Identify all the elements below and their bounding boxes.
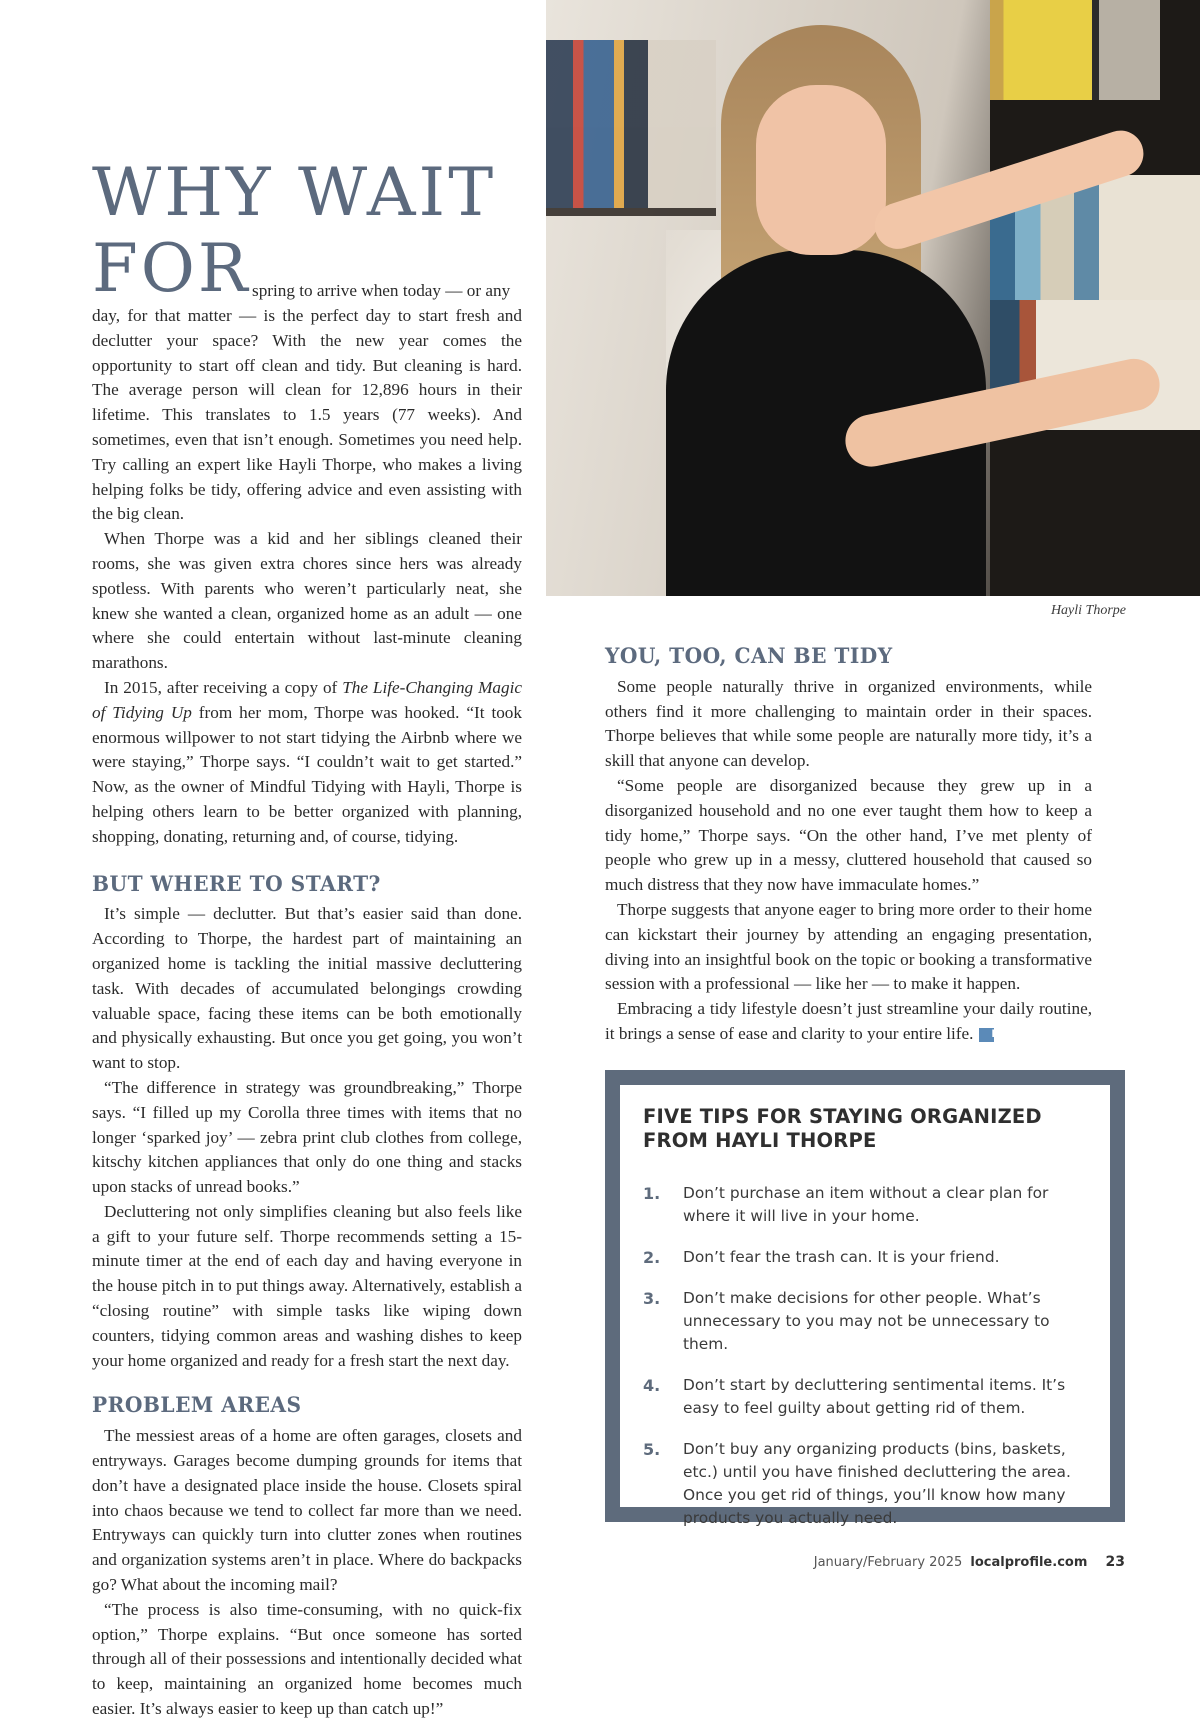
tips-list	[643, 1182, 1093, 1548]
end-mark-icon: lp	[979, 1028, 994, 1042]
problem-paragraph-1: The messiest areas of a home are often garages, closets and entryways. Garages become dumping grounds for items that don’t have a designated place inside the house. Closets spiral into chaos because we tend to collect far more than we need. Entryways can quickly turn into clutter zones when routines and organization systems aren’t in place. Where do backpacks go? What about the incoming mail?	[92, 1426, 522, 1595]
tips-title: FIVE TIPS FOR STAYING ORGANIZED FROM HAYLI THORPE	[643, 1105, 1042, 1152]
tip-item: 4. Don’t start by decluttering sentimental items. It’s easy to feel guilty about getting rid of them.	[643, 1376, 1066, 1417]
problem-paragraph-2: “The process is also time-consuming, with no quick-fix option,” Thorpe explains. “But once someone has sorted through all of their possessions and intentionally decided what to keep, maintaining an organized home becomes much easier. It’s always easier to keep up than catch up!”	[92, 1599, 522, 1719]
subheading-you-too-can-be-tidy: YOU, TOO, CAN BE TIDY	[605, 643, 893, 668]
intro-paragraph: day, for that matter — is the perfect day to start fresh and declutter your space? With the new year comes the opportunity to start off clean and tidy. But cleaning is hard. The average person will clean for 12,896 hours in their lifetime. This translates to 1.5 years (77 weeks). And sometimes, even that isn’t enough. Sometimes you need help. Try calling an expert like Hayli Thorpe, who makes a living helping folks be tidy, offering advice and even assisting with the big clean.	[92, 306, 522, 524]
start-paragraph-2: “The difference in strategy was groundbreaking,” Thorpe says. “I filled up my Corolla three times with items that no longer ‘sparked joy’ — zebra print club clothes from college, kitschy kitchen appliances that only do one thing and stacks upon stacks of unread books.”	[92, 1077, 522, 1197]
subheading-where-to-start: BUT WHERE TO START?	[92, 870, 381, 896]
tip-item: 1. Don’t purchase an item without a clear plan for where it will live in your home.	[643, 1184, 1049, 1225]
tip-item: 5. Don’t buy any organizing products (bins, baskets, etc.) until you have finished decluttering the area. Once you get rid of things, you’ll know how many products you actually need.	[643, 1440, 1071, 1527]
right-column	[605, 644, 1092, 1047]
headline-line-2: FOR	[92, 230, 251, 307]
left-column	[92, 304, 522, 1722]
start-paragraph-1: It’s simple — declutter. But that’s easier said than done. According to Thorpe, the hardest part of maintaining an organized home is tackling the initial massive decluttering task. With decades of accumulated belongings crowding valuable space, facing these items can be both emotionally and physically exhausting. But once you get going, you won’t want to stop.	[92, 904, 522, 1073]
book-title: The Life-Changing Magic of Tidying Up	[92, 677, 522, 722]
tidy-paragraph-4: Embracing a tidy lifestyle doesn’t just streamline your daily routine, it brings a sense of ease and clarity to your entire life. lp	[605, 999, 1092, 1043]
intro-lead-text: spring to arrive when today — or any	[252, 281, 511, 300]
photo-caption: Hayli Thorpe	[1050, 603, 1126, 618]
tidy-paragraph-1: Some people naturally thrive in organized environments, while others find it more challenging to maintain order in their spaces. Thorpe believes that while some people are naturally more tidy, it’s a skill that anyone can develop.	[605, 676, 1092, 771]
intro-paragraph-2: When Thorpe was a kid and her siblings cleaned their rooms, she was given extra chores since hers was already spotless. With parents who weren’t particularly neat, she knew she wanted a clean, organized home as an adult — one where she could entertain without last-minute cleaning marathons.	[92, 529, 522, 673]
site-link[interactable]: localprofile.com	[970, 1555, 1088, 1570]
page-footer	[814, 1554, 1125, 1570]
hayli-thorpe-photo	[546, 0, 1200, 596]
headline-line-1: WHY WAIT	[92, 154, 497, 231]
page-number: 23	[1105, 1554, 1125, 1570]
issue-date: January/February 2025	[813, 1555, 963, 1570]
tip-item: 2. Don’t fear the trash can. It is your friend.	[643, 1248, 1000, 1267]
start-paragraph-3: Decluttering not only simplifies cleaning but also feels like a gift to your future self. Thorpe recommends setting a 15-minute timer at the end of each day and having everyone in the house pitch in to put things away. Alternatively, establish a “closing routine” with simple tasks like wiping down counters, tidying common areas and washing dishes to keep your home organized and ready for a fresh start the next day.	[92, 1201, 522, 1370]
tidy-paragraph-2: “Some people are disorganized because they grew up in a disorganized household and no one ever taught them how to keep a tidy home,” Thorpe says. “On the other hand, I’ve met plenty of people who grew up in a messy, cluttered household that caused so much distress that they now have immaculate homes.”	[605, 775, 1092, 895]
intro-paragraph-3: In 2015, after receiving a copy of The Life-Changing Magic of Tidying Up from her mom, Thorpe was hooked. “It took enormous willpower to not start tidying the Airbnb where we were staying,” Thorpe says. “I couldn’t wait to get started.” Now, as the owner of Mindful Tidying with Hayli, Thorpe is helping others learn to be better organized with planning, shopping, donating, returning and, of course, tidying.	[92, 677, 522, 846]
tip-item: 3. Don’t make decisions for other people. What’s unnecessary to you may not be unnecessary to them.	[643, 1289, 1050, 1353]
tips-box	[605, 1070, 1125, 1527]
subheading-problem-areas: PROBLEM AREAS	[92, 1392, 302, 1418]
tidy-paragraph-3: Thorpe suggests that anyone eager to bring more order to their home can kickstart their journey by attending an engaging presentation, diving into an insightful book on the topic or booking a transformative session with a professional — like her — to make it happen.	[605, 899, 1092, 994]
